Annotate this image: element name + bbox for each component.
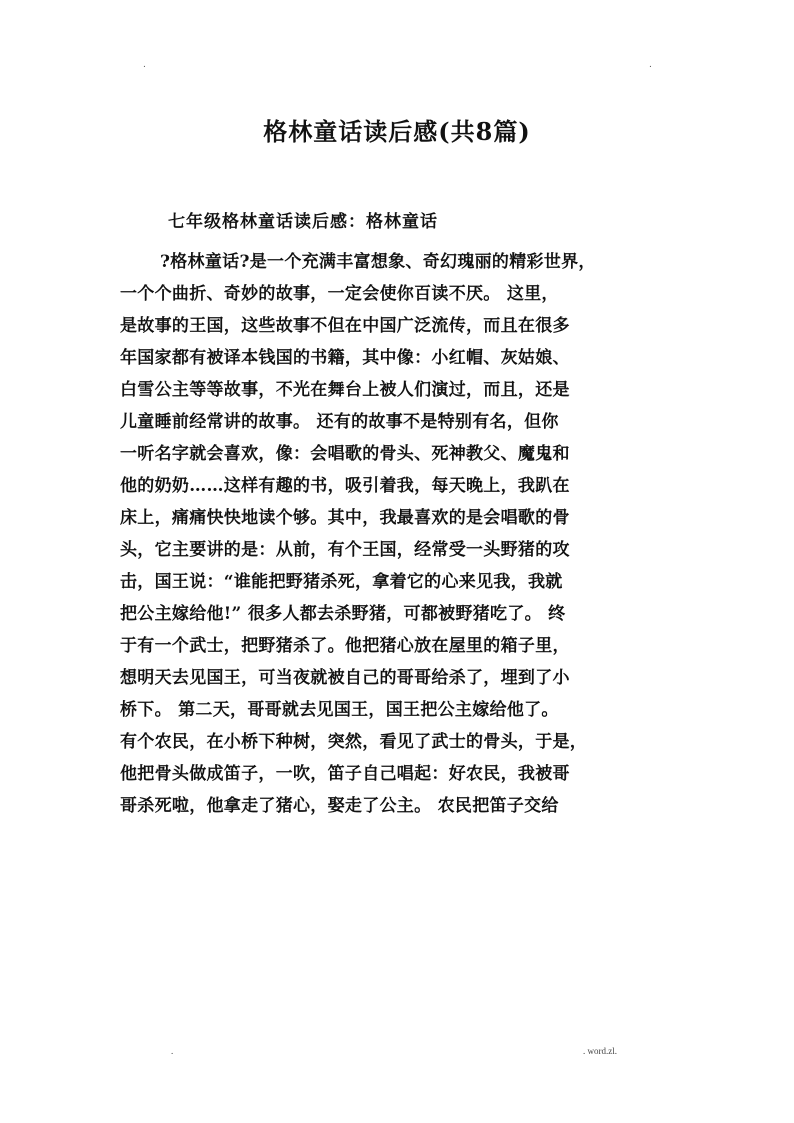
document-subtitle: 七年级格林童话读后感：格林童话 bbox=[168, 212, 438, 232]
header-mark-right: . bbox=[649, 60, 652, 70]
body-line: 一听名字就会喜欢，像：会唱歌的骨头、死神教父、魔鬼和 bbox=[120, 444, 570, 464]
document-title: 格林童话读后感(共8篇) bbox=[263, 117, 531, 146]
body-line: 床上，痛痛快快地读个够。其中，我最喜欢的是会唱歌的骨 bbox=[120, 508, 570, 528]
body-line: 哥杀死啦，他拿走了猪心，娶走了公主。 农民把笛子交给 bbox=[120, 796, 559, 816]
body-line: 他的奶奶……这样有趣的书，吸引着我，每天晚上，我趴在 bbox=[120, 476, 570, 496]
body-paragraph bbox=[120, 246, 680, 822]
header-mark-left: . bbox=[143, 60, 146, 70]
body-line: 他把骨头做成笛子，一吹，笛子自己唱起：好农民，我被哥 bbox=[120, 764, 570, 784]
body-line: 是故事的王国，这些故事不但在中国广泛流传，而且在很多 bbox=[120, 316, 570, 336]
body-line: 头，它主要讲的是：从前，有个王国，经常受一头野猪的攻 bbox=[120, 540, 570, 560]
body-line: 于有一个武士，把野猪杀了。他把猪心放在屋里的箱子里， bbox=[120, 636, 570, 656]
body-line: 儿童睡前经常讲的故事。 还有的故事不是特别有名，但你 bbox=[120, 412, 559, 432]
footer-mark-left: . bbox=[171, 1046, 174, 1056]
body-line: 年国家都有被译本钱国的书籍，其中像：小红帽、灰姑娘、 bbox=[120, 348, 570, 368]
body-line: 白雪公主等等故事，不光在舞台上被人们演过，而且，还是 bbox=[120, 380, 570, 400]
body-line: 桥下。 第二天，哥哥就去见国王，国王把公主嫁给他了。 bbox=[120, 700, 559, 720]
body-line: ?格林童话?是一个充满丰富想象、奇幻瑰丽的精彩世界， bbox=[160, 252, 596, 272]
body-line: 击，国王说：“谁能把野猪杀死，拿着它的心来见我，我就 bbox=[120, 572, 563, 592]
body-line: 一个个曲折、奇妙的故事，一定会使你百读不厌。 这里， bbox=[120, 284, 559, 304]
body-line: 想明天去见国王，可当夜就被自己的哥哥给杀了，埋到了小 bbox=[120, 668, 570, 688]
footer-mark-right: . word.zl. bbox=[583, 1046, 617, 1056]
body-line: 把公主嫁给他!” 很多人都去杀野猪，可都被野猪吃了。 终 bbox=[120, 604, 566, 624]
body-line: 有个农民，在小桥下种树，突然，看见了武士的骨头，于是， bbox=[120, 732, 588, 752]
